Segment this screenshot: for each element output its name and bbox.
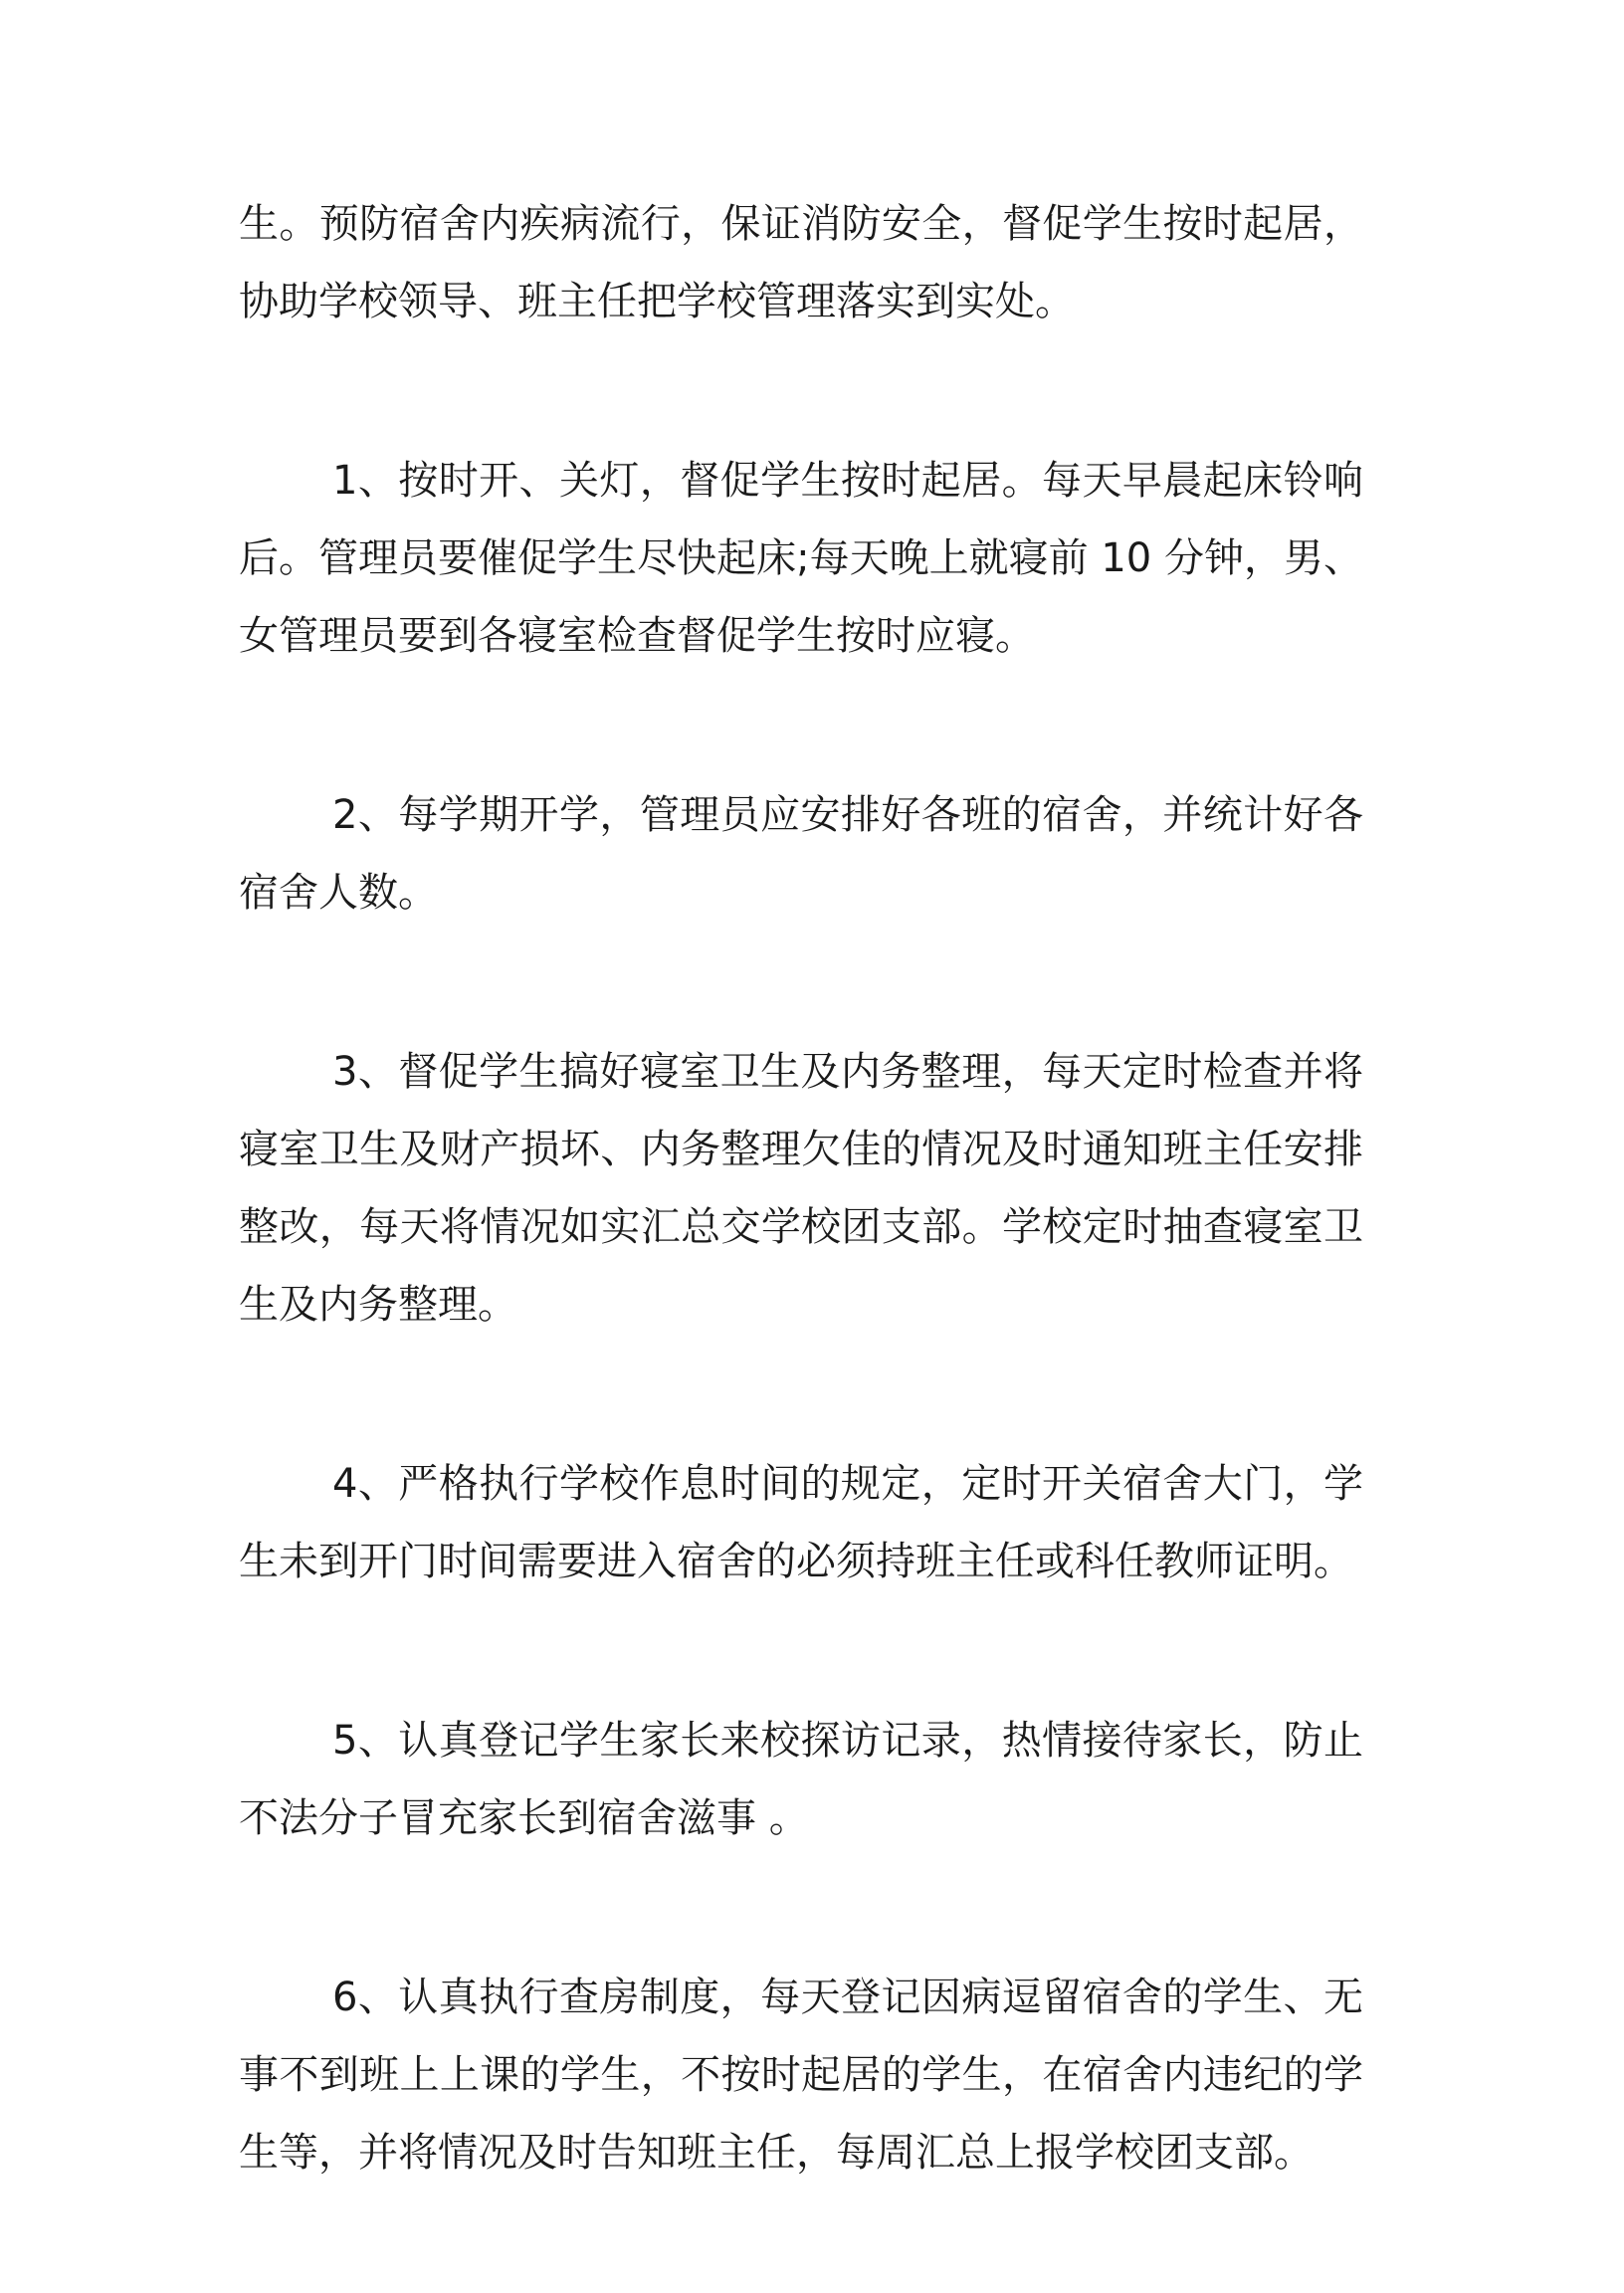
paragraph-item-2: 2、每学期开学，管理员应安排好各班的宿舍，并统计好各宿舍人数。 (239, 792, 1363, 916)
paragraph-item-5: 5、认真登记学生家长来校探访记录，热情接待家长，防止不法分子冒充家长到宿舍滋事 。 (239, 1718, 1363, 1841)
paragraph-item-6: 6、认真执行查房制度，每天登记因病逗留宿舍的学生、无事不到班上上课的学生，不按时起居的学生，在宿舍内违纪的学生等，并将情况及时告知班主任，每周汇总上报学校团支部。 (239, 1975, 1363, 2176)
document-body (239, 185, 1363, 2293)
paragraph-item-1: 1、按时开、关灯，督促学生按时起居。每天早晨起床铃响后。管理员要催促学生尽快起床;每天晚上就寝前 10 分钟，男、女管理员要到各寝室检查督促学生按时应寝。 (239, 458, 1363, 659)
paragraph-item-3: 3、督促学生搞好寝室卫生及内务整理，每天定时检查并将寝室卫生及财产损坏、内务整理欠佳的情况及时通知班主任安排整改，每天将情况如实汇总交学校团支部。学校定时抽查寝室卫生及内务整理。 (239, 1049, 1363, 1328)
paragraph-intro: 生。预防宿舍内疾病流行，保证消防安全，督促学生按时起居，协助学校领导、班主任把学校管理落实到实处。 (239, 201, 1363, 324)
paragraph-item-4: 4、严格执行学校作息时间的规定，定时开关宿舍大门，学生未到开门时间需要进入宿舍的必须持班主任或科任教师证明。 (239, 1461, 1363, 1584)
